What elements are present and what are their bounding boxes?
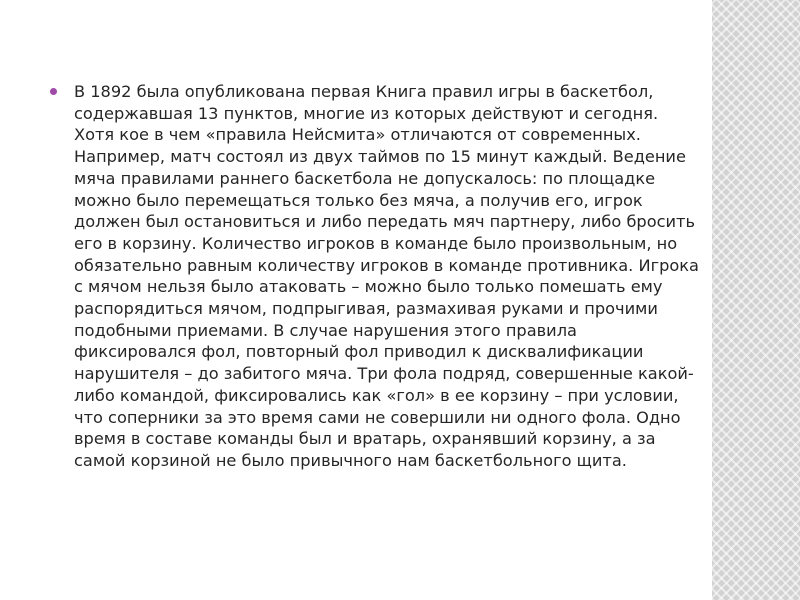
bullet-paragraph: В 1892 была опубликована первая Книга правил игры в баскетбол, содержавшая 13 пунктов, многие из которых действуют и сегодня. Хотя кое в чем «правила Нейсмита» отличаются от современных. Например, матч состоял из двух таймов по 15 минут каждый. Ведение мяча правилами раннего баскетбола не допускалось: по площадке можно было перемещаться только без мяча, а получив его, игрок должен был остановиться и либо передать мяч партнеру, либо бросить его в корзину. Количество игроков в команде было произвольным, но обязательно равным количеству игроков в команде противника. Игрока с мячом нельзя было атаковать – можно было только помешать ему распорядиться мячом, подпрыгивая, размахивая руками и прочими подобными приемами. В случае нарушения этого правила фиксировался фол, повторный фол приводил к дисквалификации нарушителя – до забитого мяча. Три фола подряд, совершенные какой- либо командой, фиксировались как «гол» в ее корзину – при условии, что соперники за это время сами не совершили ни одного фола. Одно время в составе команды был и вратарь, охранявший корзину, а за самой корзиной не было привычного нам баскетбольного щита. [74,82,699,470]
bullet-dot-icon [50,88,57,95]
decorative-pattern-strip [712,0,800,600]
bullet-item [50,81,710,472]
slide-body [50,81,710,472]
